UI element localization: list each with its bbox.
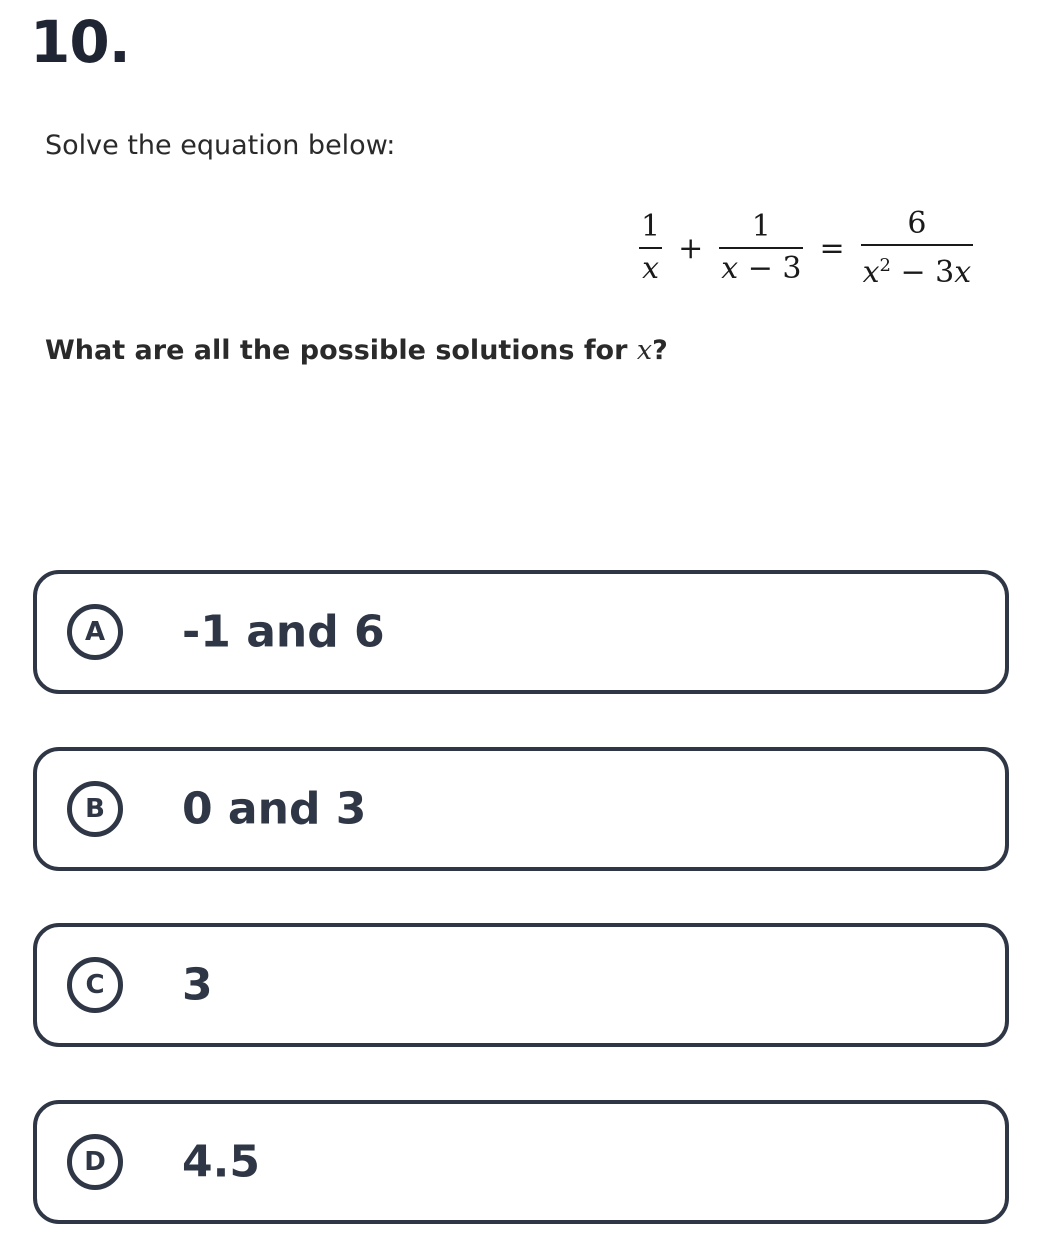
option-b[interactable] xyxy=(33,747,1009,871)
option-answer-text: 3 xyxy=(182,959,213,1011)
fraction-6-over-x2-minus-3x xyxy=(861,204,974,293)
variable-x: x xyxy=(862,254,880,290)
question-ask: What are all the possible solutions for xyxy=(45,335,637,366)
fraction-1-over-x-minus-3 xyxy=(719,207,803,289)
variable-x: x xyxy=(954,254,972,290)
question-prompt: Solve the equation below: xyxy=(45,130,396,161)
option-letter-badge: D xyxy=(67,1134,123,1190)
fraction-numerator: 1 xyxy=(751,209,771,244)
fraction-numerator: 1 xyxy=(641,209,661,244)
option-answer-text: 0 and 3 xyxy=(182,783,367,835)
option-a[interactable] xyxy=(33,570,1009,694)
equation xyxy=(633,198,979,298)
question-number: 10. xyxy=(30,8,130,76)
option-letter-badge: C xyxy=(67,957,123,1013)
question-text xyxy=(45,335,668,366)
fraction-1-over-x xyxy=(639,207,662,289)
option-letter-badge: A xyxy=(67,604,123,660)
fraction-denominator: x xyxy=(642,251,659,286)
question-mark: ? xyxy=(652,335,668,366)
fraction-numerator: 6 xyxy=(907,205,927,241)
option-letter-badge: B xyxy=(67,781,123,837)
denominator-rest: − 3 xyxy=(890,254,955,290)
exponent: 2 xyxy=(879,254,891,276)
denominator-rest: − 3 xyxy=(738,251,802,286)
fraction-denominator xyxy=(719,249,803,289)
plus-sign: + xyxy=(678,230,704,266)
equals-sign: = xyxy=(819,230,845,266)
option-answer-text: 4.5 xyxy=(182,1136,260,1188)
variable-x: x xyxy=(721,251,739,286)
option-c[interactable] xyxy=(33,923,1009,1047)
fraction-denominator xyxy=(861,246,974,293)
option-answer-text: -1 and 6 xyxy=(182,606,385,658)
variable-x: x xyxy=(636,335,653,366)
option-d[interactable] xyxy=(33,1100,1009,1224)
